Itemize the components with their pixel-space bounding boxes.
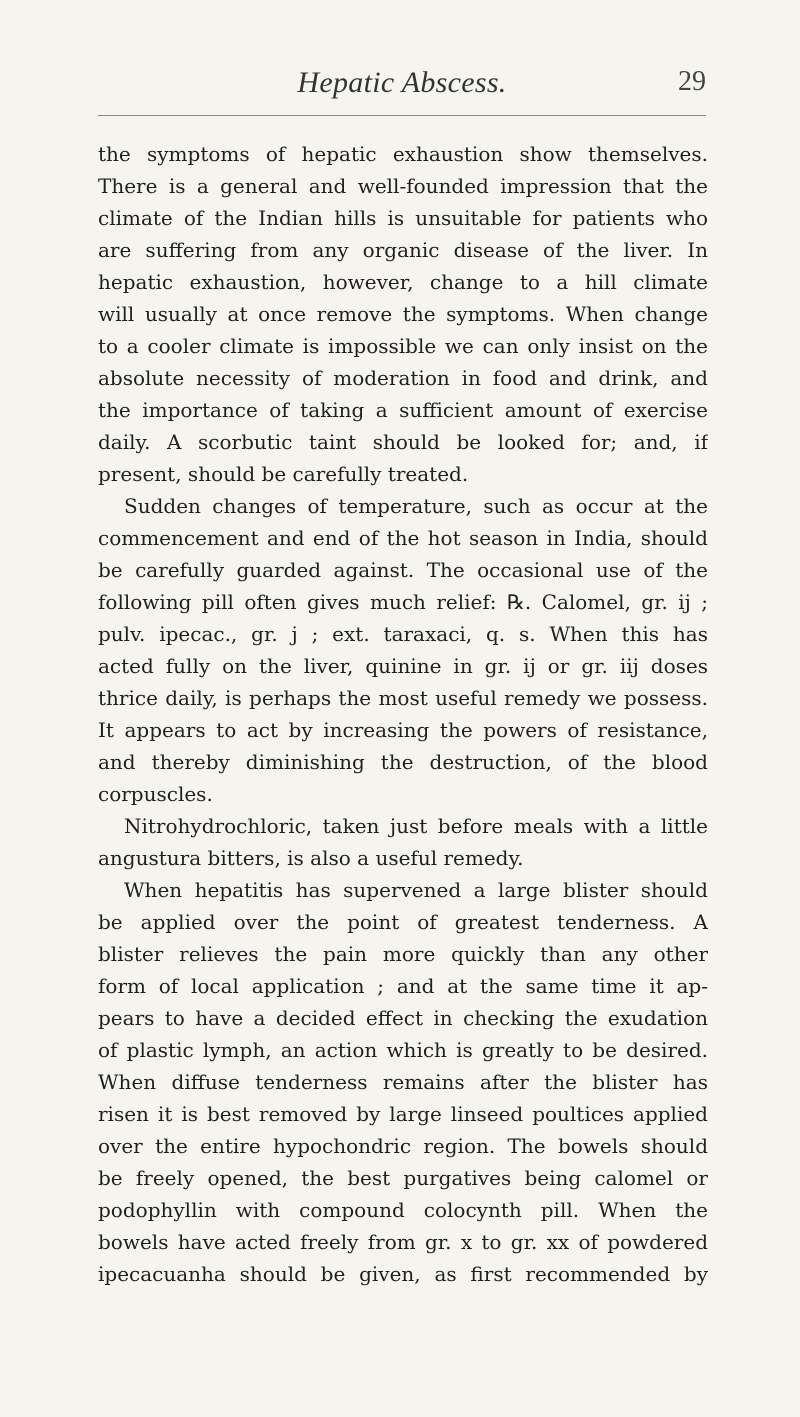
text-line: thrice daily, is perhaps the most useful remedy we possess. <box>98 686 708 710</box>
text-line: are suffering from any organic disease of the liver. In <box>98 238 708 262</box>
text-line: be freely opened, the best purgatives being calomel or <box>98 1166 708 1190</box>
text-line: When hepatitis has supervened a large blister should <box>124 878 708 902</box>
text-line: There is a general and well-founded impression that the <box>98 174 708 198</box>
text-line: pears to have a decided effect in checking the exudation <box>98 1006 708 1030</box>
text-line: risen it is best removed by large linseed poultices applied <box>98 1102 708 1126</box>
text-line: and thereby diminishing the destruction, of the blood <box>98 750 708 774</box>
text-line: commencement and end of the hot season in India, should <box>98 526 708 550</box>
text-line: following pill often gives much relief: ℞. Calomel, gr. ij ; <box>98 590 708 614</box>
text-line: the importance of taking a sufficient amount of exercise <box>98 398 708 422</box>
text-line: bowels have acted freely from gr. x to gr. xx of powdered <box>98 1230 708 1254</box>
text-line: to a cooler climate is impossible we can only insist on the <box>98 334 708 358</box>
text-line: Sudden changes of temperature, such as occur at the <box>124 494 708 518</box>
page-number: 29 <box>678 66 706 97</box>
text-line: over the entire hypochondric region. The bowels should <box>98 1134 708 1158</box>
text-line: When diffuse tenderness remains after the blister has <box>98 1070 708 1094</box>
text-line: daily. A scorbutic taint should be looked for; and, if <box>98 430 708 454</box>
body-text <box>98 138 708 1290</box>
running-head <box>98 66 706 106</box>
text-line: acted fully on the liver, quinine in gr. ij or gr. iij doses <box>98 654 708 678</box>
text-line: be applied over the point of greatest tenderness. A <box>98 910 708 934</box>
text-line: Nitrohydrochloric, taken just before meals with a little <box>124 814 708 838</box>
text-line: be carefully guarded against. The occasional use of the <box>98 558 708 582</box>
text-line: pulv. ipecac., gr. j ; ext. taraxaci, q. s. When this has <box>98 622 708 646</box>
running-title: Hepatic Abscess. <box>297 66 507 99</box>
text-line: form of local application ; and at the same time it ap- <box>98 974 708 998</box>
text-line: will usually at once remove the symptoms. When change <box>98 302 708 326</box>
text-line: ipecacuanha should be given, as first recommended by <box>98 1262 708 1286</box>
text-line: the symptoms of hepatic exhaustion show themselves. <box>98 142 708 166</box>
text-line: angustura bitters, is also a useful remedy. <box>98 846 524 870</box>
text-line: absolute necessity of moderation in food and drink, and <box>98 366 708 390</box>
text-line: present, should be carefully treated. <box>98 462 469 486</box>
text-line: podophyllin with compound colocynth pill. When the <box>98 1198 708 1222</box>
text-line: climate of the Indian hills is unsuitable for patients who <box>98 206 708 230</box>
text-line: blister relieves the pain more quickly than any other <box>98 942 708 966</box>
text-line: of plastic lymph, an action which is greatly to be desired. <box>98 1038 708 1062</box>
text-line: hepatic exhaustion, however, change to a hill climate <box>98 270 708 294</box>
header-rule <box>98 115 706 116</box>
text-line: corpuscles. <box>98 782 213 806</box>
text-line: It appears to act by increasing the powers of resistance, <box>98 718 708 742</box>
